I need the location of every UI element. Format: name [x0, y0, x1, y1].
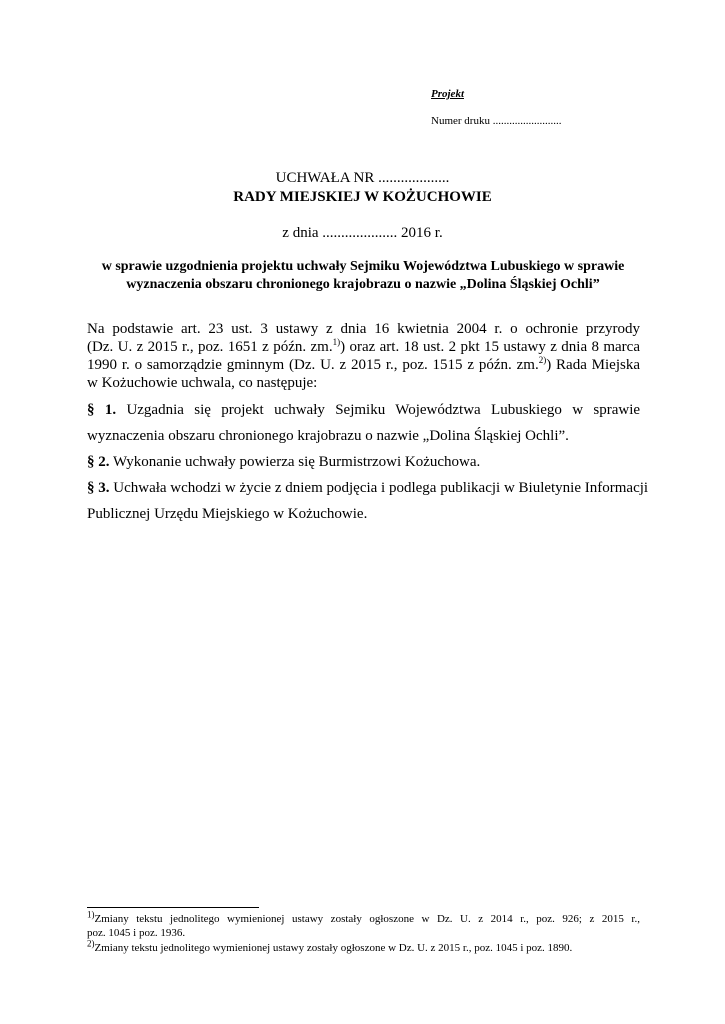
footnote-divider [87, 907, 259, 908]
paragraph-label: § 1. [87, 402, 117, 418]
resolution-subject [80, 258, 646, 294]
footnote-text: Zmiany tekstu jednolitego wymienionej ustawy zostały ogłoszone w Dz. U. z 2014 r., poz. 926; z 2015 r., [94, 913, 640, 925]
footnote-marker: 1) [87, 909, 95, 920]
paragraph-1 [87, 402, 640, 419]
paragraph-3-line: Publicznej Urzędu Miejskiego w Kożuchowie. [87, 506, 368, 522]
footnote-1-line: poz. 1045 i poz. 1936. [87, 927, 186, 939]
preamble-text: ) oraz art. 18 ust. 2 pkt 15 ustawy z dnia 8 marca [340, 339, 640, 355]
footnote-marker: 2) [87, 938, 95, 949]
paragraph-text: Uchwała wchodzi w życie z dniem podjęcia i podlega publikacji w Biuletynie Informacji [113, 480, 649, 496]
preamble-line [87, 357, 640, 374]
paragraph-3 [87, 480, 649, 497]
paragraph-1-line: wyznaczenia obszaru chronionego krajobrazu o nazwie „Dolina Śląskiej Ochli”. [87, 428, 569, 444]
draft-label: Projekt [431, 88, 464, 100]
footnote-1 [87, 909, 640, 925]
council-name: RADY MIEJSKIEJ W KOŻUCHOWIE [233, 189, 492, 205]
subject-line: wyznaczenia obszaru chronionego krajobrazu o nazwie „Dolina Śląskiej Ochli” [126, 277, 600, 292]
paragraph-text: Uzgadnia się projekt uchwały Sejmiku Województwa Lubuskiego w sprawie [126, 402, 641, 418]
preamble-text: (Dz. U. z 2015 r., poz. 1651 z późn. zm. [87, 339, 333, 355]
preamble-text: 1990 r. o samorządzie gminnym (Dz. U. z 2015 r., poz. 1515 z późn. zm. [87, 357, 539, 373]
paragraph-2 [87, 454, 480, 471]
resolution-date: z dnia .................... 2016 r. [282, 225, 443, 241]
footnote-ref: 1) [332, 337, 341, 347]
preamble-line: w Kożuchowie uchwala, co następuje: [87, 375, 318, 391]
print-number: Numer druku ......................... [431, 115, 562, 127]
paragraph-text: Wykonanie uchwały powierza się Burmistrzowi Kożuchowa. [112, 454, 481, 470]
footnote-ref: 2) [538, 355, 547, 365]
preamble-line [87, 339, 640, 356]
footnote-text: Zmiany tekstu jednolitego wymienionej ustawy zostały ogłoszone w Dz. U. z 2015 r., poz. 1045 i poz. 1890. [94, 942, 573, 954]
footnote-2 [87, 938, 573, 954]
preamble-text: ) Rada Miejska [546, 357, 641, 373]
subject-line: w sprawie uzgodnienia projektu uchwały Sejmiku Województwa Lubuskiego w sprawie [101, 259, 625, 274]
resolution-number: UCHWAŁA NR ................... [275, 170, 450, 186]
preamble-line: Na podstawie art. 23 ust. 3 ustawy z dnia 16 kwietnia 2004 r. o ochronie przyrody [87, 321, 640, 337]
paragraph-label: § 2. [87, 454, 110, 470]
paragraph-label: § 3. [87, 480, 110, 496]
